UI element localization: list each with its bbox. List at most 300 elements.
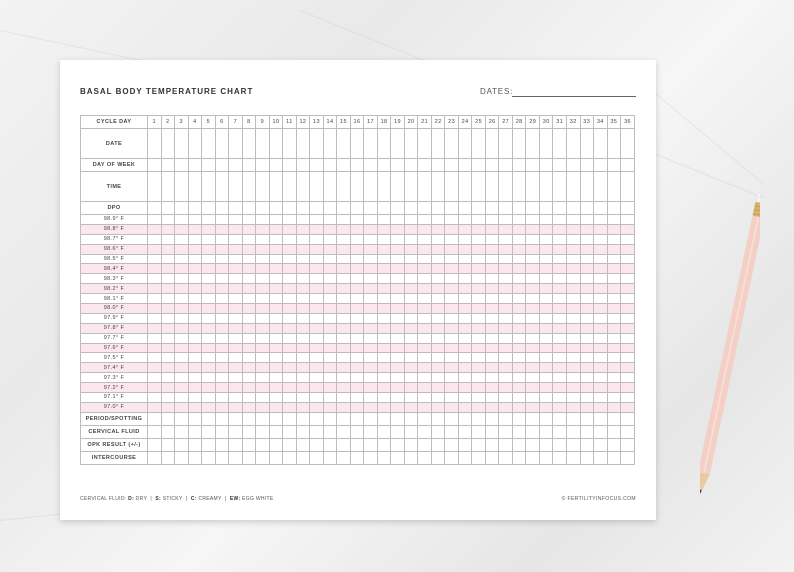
grid-cell[interactable]: [175, 294, 189, 304]
grid-cell[interactable]: [512, 363, 526, 373]
grid-cell[interactable]: [472, 383, 486, 393]
grid-cell[interactable]: [148, 129, 162, 159]
grid-cell[interactable]: [594, 353, 608, 363]
grid-cell[interactable]: [553, 363, 567, 373]
grid-cell[interactable]: [499, 129, 513, 159]
grid-cell[interactable]: [404, 254, 418, 264]
grid-cell[interactable]: [512, 383, 526, 393]
grid-cell[interactable]: [283, 353, 297, 363]
grid-cell[interactable]: [539, 129, 553, 159]
grid-cell[interactable]: [256, 353, 270, 363]
grid-cell[interactable]: [431, 383, 445, 393]
grid-cell[interactable]: [621, 172, 635, 202]
grid-cell[interactable]: [539, 343, 553, 353]
grid-cell[interactable]: [512, 129, 526, 159]
grid-cell[interactable]: [188, 363, 202, 373]
grid-cell[interactable]: [242, 294, 256, 304]
grid-cell[interactable]: [256, 234, 270, 244]
grid-cell[interactable]: [580, 234, 594, 244]
grid-cell[interactable]: [161, 412, 175, 425]
grid-cell[interactable]: [566, 363, 580, 373]
grid-cell[interactable]: [485, 244, 499, 254]
grid-cell[interactable]: [404, 412, 418, 425]
grid-cell[interactable]: [161, 264, 175, 274]
grid-cell[interactable]: [539, 333, 553, 343]
grid-cell[interactable]: [377, 333, 391, 343]
grid-cell[interactable]: [458, 294, 472, 304]
grid-cell[interactable]: [229, 353, 243, 363]
grid-cell[interactable]: [553, 129, 567, 159]
grid-cell[interactable]: [215, 202, 229, 215]
grid-cell[interactable]: [310, 343, 324, 353]
grid-cell[interactable]: [553, 224, 567, 234]
grid-cell[interactable]: [580, 353, 594, 363]
grid-cell[interactable]: [256, 393, 270, 403]
grid-cell[interactable]: [256, 244, 270, 254]
grid-cell[interactable]: [539, 234, 553, 244]
grid-cell[interactable]: [445, 425, 459, 438]
grid-cell[interactable]: [296, 363, 310, 373]
grid-cell[interactable]: [296, 215, 310, 225]
grid-cell[interactable]: [269, 284, 283, 294]
grid-cell[interactable]: [472, 425, 486, 438]
grid-cell[interactable]: [256, 294, 270, 304]
grid-cell[interactable]: [391, 323, 405, 333]
grid-cell[interactable]: [148, 234, 162, 244]
grid-cell[interactable]: [350, 402, 364, 412]
grid-cell[interactable]: [499, 215, 513, 225]
grid-cell[interactable]: [377, 425, 391, 438]
grid-cell[interactable]: [621, 438, 635, 451]
grid-cell[interactable]: [202, 402, 216, 412]
grid-cell[interactable]: [580, 129, 594, 159]
grid-cell[interactable]: [283, 129, 297, 159]
grid-cell[interactable]: [229, 363, 243, 373]
grid-cell[interactable]: [458, 363, 472, 373]
grid-cell[interactable]: [175, 284, 189, 294]
grid-cell[interactable]: [215, 412, 229, 425]
grid-cell[interactable]: [188, 294, 202, 304]
grid-cell[interactable]: [485, 274, 499, 284]
grid-cell[interactable]: [161, 159, 175, 172]
grid-cell[interactable]: [594, 383, 608, 393]
grid-cell[interactable]: [485, 234, 499, 244]
grid-cell[interactable]: [607, 333, 621, 343]
grid-cell[interactable]: [458, 313, 472, 323]
grid-cell[interactable]: [350, 172, 364, 202]
grid-cell[interactable]: [296, 224, 310, 234]
grid-cell[interactable]: [175, 234, 189, 244]
grid-cell[interactable]: [283, 425, 297, 438]
grid-cell[interactable]: [499, 294, 513, 304]
grid-cell[interactable]: [215, 274, 229, 284]
grid-cell[interactable]: [404, 202, 418, 215]
grid-cell[interactable]: [242, 363, 256, 373]
grid-cell[interactable]: [215, 393, 229, 403]
grid-cell[interactable]: [472, 313, 486, 323]
grid-cell[interactable]: [512, 323, 526, 333]
grid-cell[interactable]: [566, 294, 580, 304]
grid-cell[interactable]: [418, 383, 432, 393]
grid-cell[interactable]: [418, 129, 432, 159]
grid-cell[interactable]: [188, 438, 202, 451]
grid-cell[interactable]: [553, 313, 567, 323]
grid-cell[interactable]: [594, 363, 608, 373]
grid-cell[interactable]: [580, 304, 594, 314]
grid-cell[interactable]: [148, 172, 162, 202]
grid-cell[interactable]: [499, 313, 513, 323]
grid-cell[interactable]: [485, 353, 499, 363]
grid-cell[interactable]: [526, 234, 540, 244]
grid-cell[interactable]: [404, 215, 418, 225]
grid-cell[interactable]: [580, 159, 594, 172]
grid-cell[interactable]: [512, 343, 526, 353]
grid-cell[interactable]: [296, 393, 310, 403]
grid-cell[interactable]: [553, 451, 567, 464]
grid-cell[interactable]: [256, 425, 270, 438]
grid-cell[interactable]: [377, 244, 391, 254]
grid-cell[interactable]: [364, 202, 378, 215]
grid-cell[interactable]: [296, 202, 310, 215]
grid-cell[interactable]: [499, 172, 513, 202]
grid-cell[interactable]: [242, 264, 256, 274]
grid-cell[interactable]: [512, 159, 526, 172]
grid-cell[interactable]: [161, 393, 175, 403]
grid-cell[interactable]: [229, 244, 243, 254]
grid-cell[interactable]: [188, 274, 202, 284]
grid-cell[interactable]: [323, 304, 337, 314]
grid-cell[interactable]: [539, 353, 553, 363]
grid-cell[interactable]: [431, 129, 445, 159]
grid-cell[interactable]: [431, 323, 445, 333]
grid-cell[interactable]: [148, 202, 162, 215]
grid-cell[interactable]: [553, 244, 567, 254]
grid-cell[interactable]: [269, 159, 283, 172]
grid-cell[interactable]: [350, 343, 364, 353]
grid-cell[interactable]: [202, 412, 216, 425]
grid-cell[interactable]: [391, 373, 405, 383]
grid-cell[interactable]: [418, 264, 432, 274]
grid-cell[interactable]: [296, 412, 310, 425]
grid-cell[interactable]: [566, 264, 580, 274]
grid-cell[interactable]: [580, 202, 594, 215]
grid-cell[interactable]: [485, 333, 499, 343]
grid-cell[interactable]: [391, 313, 405, 323]
grid-cell[interactable]: [148, 304, 162, 314]
grid-cell[interactable]: [512, 451, 526, 464]
grid-cell[interactable]: [499, 244, 513, 254]
grid-cell[interactable]: [202, 373, 216, 383]
grid-cell[interactable]: [215, 438, 229, 451]
grid-cell[interactable]: [431, 224, 445, 234]
grid-cell[interactable]: [418, 172, 432, 202]
grid-cell[interactable]: [553, 402, 567, 412]
grid-cell[interactable]: [431, 343, 445, 353]
grid-cell[interactable]: [404, 343, 418, 353]
grid-cell[interactable]: [256, 363, 270, 373]
grid-cell[interactable]: [431, 244, 445, 254]
grid-cell[interactable]: [553, 393, 567, 403]
grid-cell[interactable]: [458, 343, 472, 353]
grid-cell[interactable]: [175, 304, 189, 314]
grid-cell[interactable]: [404, 393, 418, 403]
grid-cell[interactable]: [229, 215, 243, 225]
grid-cell[interactable]: [310, 323, 324, 333]
grid-cell[interactable]: [418, 244, 432, 254]
grid-cell[interactable]: [350, 254, 364, 264]
grid-cell[interactable]: [512, 333, 526, 343]
grid-cell[interactable]: [310, 412, 324, 425]
grid-cell[interactable]: [391, 353, 405, 363]
grid-cell[interactable]: [607, 224, 621, 234]
grid-cell[interactable]: [418, 438, 432, 451]
grid-cell[interactable]: [310, 438, 324, 451]
grid-cell[interactable]: [202, 264, 216, 274]
grid-cell[interactable]: [431, 172, 445, 202]
grid-cell[interactable]: [431, 353, 445, 363]
grid-cell[interactable]: [242, 224, 256, 234]
grid-cell[interactable]: [499, 393, 513, 403]
grid-cell[interactable]: [418, 425, 432, 438]
grid-cell[interactable]: [161, 438, 175, 451]
grid-cell[interactable]: [418, 343, 432, 353]
grid-cell[interactable]: [526, 323, 540, 333]
grid-cell[interactable]: [323, 172, 337, 202]
grid-cell[interactable]: [296, 343, 310, 353]
grid-cell[interactable]: [337, 294, 351, 304]
grid-cell[interactable]: [539, 215, 553, 225]
grid-cell[interactable]: [323, 333, 337, 343]
grid-cell[interactable]: [148, 323, 162, 333]
grid-cell[interactable]: [404, 373, 418, 383]
grid-cell[interactable]: [161, 425, 175, 438]
grid-cell[interactable]: [377, 294, 391, 304]
grid-cell[interactable]: [188, 224, 202, 234]
grid-cell[interactable]: [242, 284, 256, 294]
grid-cell[interactable]: [594, 274, 608, 284]
grid-cell[interactable]: [621, 234, 635, 244]
grid-cell[interactable]: [472, 264, 486, 274]
grid-cell[interactable]: [269, 373, 283, 383]
grid-cell[interactable]: [485, 129, 499, 159]
grid-cell[interactable]: [539, 254, 553, 264]
grid-cell[interactable]: [161, 284, 175, 294]
grid-cell[interactable]: [215, 224, 229, 234]
grid-cell[interactable]: [607, 172, 621, 202]
grid-cell[interactable]: [161, 343, 175, 353]
grid-cell[interactable]: [458, 172, 472, 202]
grid-cell[interactable]: [431, 294, 445, 304]
grid-cell[interactable]: [310, 202, 324, 215]
grid-cell[interactable]: [458, 402, 472, 412]
grid-cell[interactable]: [539, 373, 553, 383]
grid-cell[interactable]: [553, 304, 567, 314]
grid-cell[interactable]: [350, 215, 364, 225]
grid-cell[interactable]: [215, 264, 229, 274]
grid-cell[interactable]: [621, 159, 635, 172]
grid-cell[interactable]: [337, 215, 351, 225]
grid-cell[interactable]: [377, 383, 391, 393]
grid-cell[interactable]: [229, 129, 243, 159]
grid-cell[interactable]: [391, 412, 405, 425]
grid-cell[interactable]: [202, 224, 216, 234]
grid-cell[interactable]: [350, 234, 364, 244]
grid-cell[interactable]: [445, 202, 459, 215]
grid-cell[interactable]: [621, 254, 635, 264]
grid-cell[interactable]: [242, 451, 256, 464]
grid-cell[interactable]: [269, 254, 283, 264]
grid-cell[interactable]: [458, 393, 472, 403]
grid-cell[interactable]: [337, 402, 351, 412]
grid-cell[interactable]: [458, 244, 472, 254]
grid-cell[interactable]: [310, 215, 324, 225]
grid-cell[interactable]: [621, 129, 635, 159]
grid-cell[interactable]: [364, 363, 378, 373]
grid-cell[interactable]: [377, 353, 391, 363]
grid-cell[interactable]: [310, 425, 324, 438]
grid-cell[interactable]: [377, 438, 391, 451]
grid-cell[interactable]: [472, 343, 486, 353]
grid-cell[interactable]: [566, 383, 580, 393]
grid-cell[interactable]: [512, 373, 526, 383]
grid-cell[interactable]: [323, 323, 337, 333]
grid-cell[interactable]: [148, 284, 162, 294]
grid-cell[interactable]: [512, 393, 526, 403]
grid-cell[interactable]: [269, 383, 283, 393]
grid-cell[interactable]: [364, 254, 378, 264]
grid-cell[interactable]: [539, 425, 553, 438]
grid-cell[interactable]: [283, 202, 297, 215]
grid-cell[interactable]: [526, 224, 540, 234]
grid-cell[interactable]: [269, 412, 283, 425]
grid-cell[interactable]: [621, 313, 635, 323]
grid-cell[interactable]: [472, 304, 486, 314]
grid-cell[interactable]: [391, 172, 405, 202]
grid-cell[interactable]: [215, 304, 229, 314]
grid-cell[interactable]: [283, 393, 297, 403]
grid-cell[interactable]: [512, 438, 526, 451]
grid-cell[interactable]: [404, 274, 418, 284]
grid-cell[interactable]: [391, 254, 405, 264]
grid-cell[interactable]: [337, 224, 351, 234]
grid-cell[interactable]: [242, 438, 256, 451]
grid-cell[interactable]: [580, 264, 594, 274]
grid-cell[interactable]: [202, 313, 216, 323]
grid-cell[interactable]: [310, 159, 324, 172]
grid-cell[interactable]: [364, 304, 378, 314]
grid-cell[interactable]: [364, 294, 378, 304]
grid-cell[interactable]: [188, 244, 202, 254]
grid-cell[interactable]: [539, 323, 553, 333]
grid-cell[interactable]: [391, 215, 405, 225]
grid-cell[interactable]: [148, 313, 162, 323]
grid-cell[interactable]: [175, 313, 189, 323]
grid-cell[interactable]: [566, 402, 580, 412]
grid-cell[interactable]: [202, 294, 216, 304]
grid-cell[interactable]: [526, 402, 540, 412]
grid-cell[interactable]: [566, 373, 580, 383]
grid-cell[interactable]: [350, 129, 364, 159]
grid-cell[interactable]: [377, 313, 391, 323]
grid-cell[interactable]: [215, 244, 229, 254]
grid-cell[interactable]: [539, 393, 553, 403]
grid-cell[interactable]: [161, 333, 175, 343]
grid-cell[interactable]: [161, 294, 175, 304]
grid-cell[interactable]: [580, 451, 594, 464]
grid-cell[interactable]: [607, 353, 621, 363]
grid-cell[interactable]: [188, 254, 202, 264]
grid-cell[interactable]: [526, 425, 540, 438]
grid-cell[interactable]: [458, 373, 472, 383]
grid-cell[interactable]: [283, 274, 297, 284]
grid-cell[interactable]: [431, 373, 445, 383]
grid-cell[interactable]: [310, 451, 324, 464]
grid-cell[interactable]: [202, 172, 216, 202]
grid-cell[interactable]: [418, 323, 432, 333]
grid-cell[interactable]: [337, 353, 351, 363]
grid-cell[interactable]: [404, 234, 418, 244]
grid-cell[interactable]: [310, 244, 324, 254]
grid-cell[interactable]: [377, 264, 391, 274]
grid-cell[interactable]: [458, 129, 472, 159]
grid-cell[interactable]: [148, 215, 162, 225]
grid-cell[interactable]: [283, 294, 297, 304]
grid-cell[interactable]: [526, 438, 540, 451]
grid-cell[interactable]: [418, 254, 432, 264]
grid-cell[interactable]: [566, 274, 580, 284]
grid-cell[interactable]: [296, 333, 310, 343]
grid-cell[interactable]: [283, 224, 297, 234]
grid-cell[interactable]: [485, 172, 499, 202]
grid-cell[interactable]: [418, 159, 432, 172]
grid-cell[interactable]: [445, 343, 459, 353]
grid-cell[interactable]: [296, 313, 310, 323]
grid-cell[interactable]: [364, 215, 378, 225]
grid-cell[interactable]: [458, 202, 472, 215]
grid-cell[interactable]: [215, 323, 229, 333]
grid-cell[interactable]: [553, 438, 567, 451]
grid-cell[interactable]: [269, 393, 283, 403]
grid-cell[interactable]: [269, 333, 283, 343]
grid-cell[interactable]: [269, 244, 283, 254]
grid-cell[interactable]: [229, 373, 243, 383]
grid-cell[interactable]: [188, 323, 202, 333]
grid-cell[interactable]: [391, 159, 405, 172]
grid-cell[interactable]: [485, 284, 499, 294]
grid-cell[interactable]: [215, 234, 229, 244]
grid-cell[interactable]: [445, 244, 459, 254]
grid-cell[interactable]: [418, 373, 432, 383]
grid-cell[interactable]: [337, 264, 351, 274]
grid-cell[interactable]: [377, 393, 391, 403]
grid-cell[interactable]: [485, 202, 499, 215]
grid-cell[interactable]: [607, 254, 621, 264]
grid-cell[interactable]: [337, 159, 351, 172]
grid-cell[interactable]: [350, 224, 364, 234]
grid-cell[interactable]: [472, 412, 486, 425]
grid-cell[interactable]: [161, 129, 175, 159]
grid-cell[interactable]: [621, 393, 635, 403]
grid-cell[interactable]: [539, 438, 553, 451]
grid-cell[interactable]: [323, 353, 337, 363]
grid-cell[interactable]: [350, 202, 364, 215]
grid-cell[interactable]: [472, 333, 486, 343]
grid-cell[interactable]: [607, 438, 621, 451]
grid-cell[interactable]: [485, 438, 499, 451]
grid-cell[interactable]: [526, 172, 540, 202]
grid-cell[interactable]: [337, 393, 351, 403]
grid-cell[interactable]: [283, 244, 297, 254]
